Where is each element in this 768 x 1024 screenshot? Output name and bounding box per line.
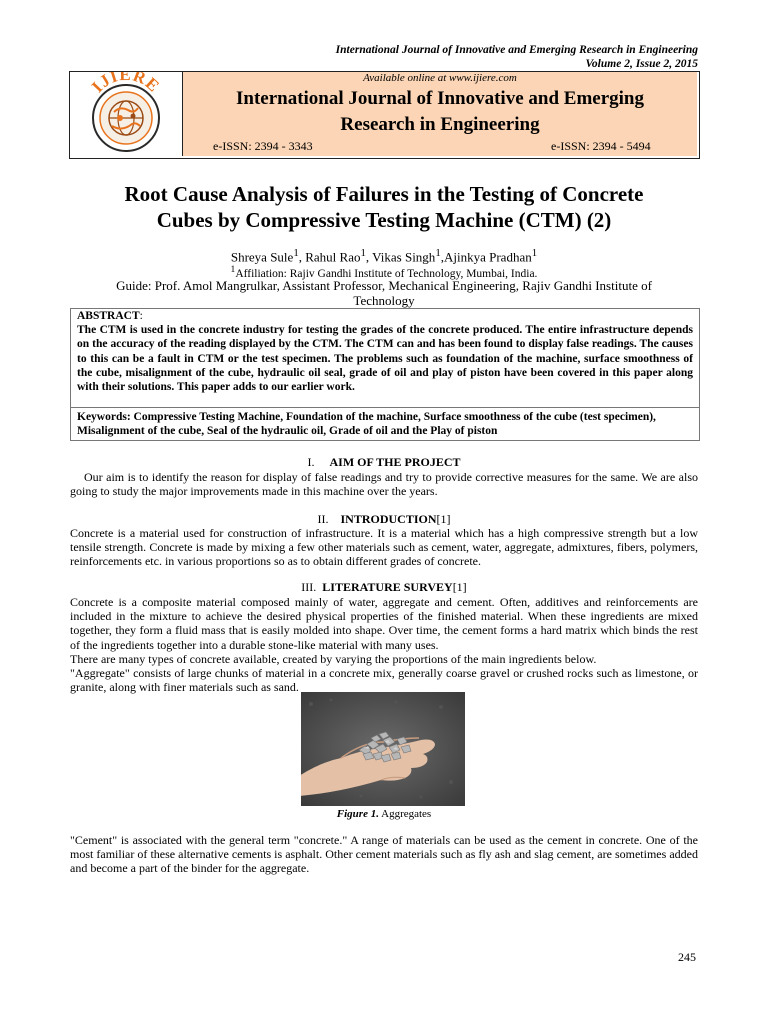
section-heading-introduction: II. INTRODUCTION[1] (317, 512, 451, 526)
literature-paragraph-4: "Cement" is associated with the general term "concrete." A range of materials can be used as the cement in concrete. One of the most familiar of these alternative cements is asphalt. Other cement materials such as fly ash and slag cement, are sometimes added and become a part of the binder for the aggregate. (70, 833, 698, 876)
eissn-left: e-ISSN: 2394 - 3343 (213, 139, 313, 153)
paper-title (80, 181, 688, 233)
available-online: Available online at www.ijiere.com (363, 72, 517, 84)
literature-paragraph-3: "Aggregate" consists of large chunks of material in a concrete mix, generally coarse gravel or crushed rocks such as limestone, or granite, along with finer materials such as sand. (70, 666, 698, 695)
figure-label: Figure 1. (336, 808, 379, 820)
guide: Guide: Prof. Amol Mangrulkar, Assistant Professor, Mechanical Engineering, Rajiv Gandhi Institute of Technology (116, 278, 652, 308)
keywords (77, 410, 693, 438)
running-title: International Journal of Innovative and Emerging Research in Engineering (335, 44, 698, 56)
journal-logo (70, 72, 183, 156)
ijiere-logo-icon (70, 72, 182, 156)
section-heading-literature-survey: III. LITERATURE SURVEY[1] (301, 580, 467, 594)
journal-name (183, 86, 697, 138)
section-body-introduction: Concrete is a material used for construction of infrastructure. It is a material which has a high compressive strength but a low tensile strength. Concrete is made by mixing a few other materials such as cement, water, aggregate, admixtures, fibers, polymers, reinforcements etc. in various proportions so as to obtain different grades of concrete. (70, 526, 698, 569)
keywords-body: Compressive Testing Machine, Foundation of the machine, Surface smoothness of the cube (test specimen), Misalignment of the cube, Seal of the hydraulic oil, Grade of oil and the Play of piston (77, 411, 656, 438)
author-name: Ajinkya Pradhan (443, 249, 532, 265)
figure-caption-text: Aggregates (381, 808, 432, 820)
running-head (336, 43, 698, 71)
figure-aggregates (301, 692, 465, 806)
figure-caption (70, 808, 698, 820)
abstract-body: The CTM is used in the concrete industry for testing the grades of the concrete produced. The entire infrastructure depends on the accuracy of the reading displayed by the CTM. The CTM can and has been found to display false readings. The causes to this can be a fault in CTM or the test specimen. The problems such as foundation of the machine, surface smoothness of the cube, misalignment of the cube, hydraulic oil seal, grade of oil and play of piston have been covered in this paper along with their solutions. This paper adds to our earlier work. (77, 324, 693, 394)
author-list: Shreya Sule$^1$, Rahul Rao$^1$, Vikas Singh$^1$,Ajinkya Pradhan$^1$ (230, 247, 538, 265)
abstract-label: ABSTRACT (77, 310, 140, 322)
literature-paragraph-2: There are many types of concrete available, created by varying the proportions of the main ingredients below. (70, 652, 597, 666)
section-heading-aim: I. AIM OF THE PROJECT (307, 455, 461, 469)
abstract: ABSTRACT: The CTM is used in the concrete industry for testing the grades of the concrete produced. The entire infrastructure depends on the accuracy of the reading displayed by the CTM. The CTM can and has been found to display false readings. The causes to this can be a fault in CTM or the test specimen. The problems such as foundation of the machine, surface smoothness of the cube, misalignment of the cube, hydraulic oil seal, grade of oil and play of piston have been covered in this paper along with their solutions. This paper adds to our earlier work. (77, 310, 693, 394)
journal-name-line2: Research in Engineering (340, 114, 540, 135)
paper-title-line2: Cubes by Compressive Testing Machine (CTM) (2) (156, 208, 612, 232)
page-number: 245 (678, 950, 696, 964)
author-name: Vikas Singh (372, 249, 436, 265)
paper-title-line1: Root Cause Analysis of Failures in the Testing of Concrete (124, 182, 644, 206)
keywords-label: Keywords: (77, 411, 131, 423)
author-name: Shreya Sule (230, 249, 294, 265)
journal-name-line1: International Journal of Innovative and Emerging (235, 88, 644, 109)
affiliation: $^1$Affiliation: Rajiv Gandhi Institute of Technology, Mumbai, India. (230, 264, 538, 280)
eissn-right: e-ISSN: 2394 - 5494 (551, 139, 651, 153)
volume-issue: Volume 2, Issue 2, 2015 (585, 58, 698, 70)
author-name: Rahul Rao (305, 249, 361, 265)
hand-holding-aggregates-icon (301, 692, 465, 806)
svg-text:IJIERE: IJIERE (87, 72, 164, 97)
section-body-aim: Our aim is to identify the reason for display of false readings and try to provide corrective measures for the same. We are also going to study the major improvements made in this machine over the years. (70, 470, 698, 499)
literature-paragraph-1: Concrete is a composite material composed mainly of water, aggregate and cement. Often, additives and reinforcements are included in the mixture to achieve the desired physical properties of the finished material. When these ingredients are mixed together, they form a fluid mass that is easily molded into shape. Over time, the cement forms a hard matrix which binds the rest of the ingredients together into a durable stone-like material with many uses. (70, 595, 698, 652)
